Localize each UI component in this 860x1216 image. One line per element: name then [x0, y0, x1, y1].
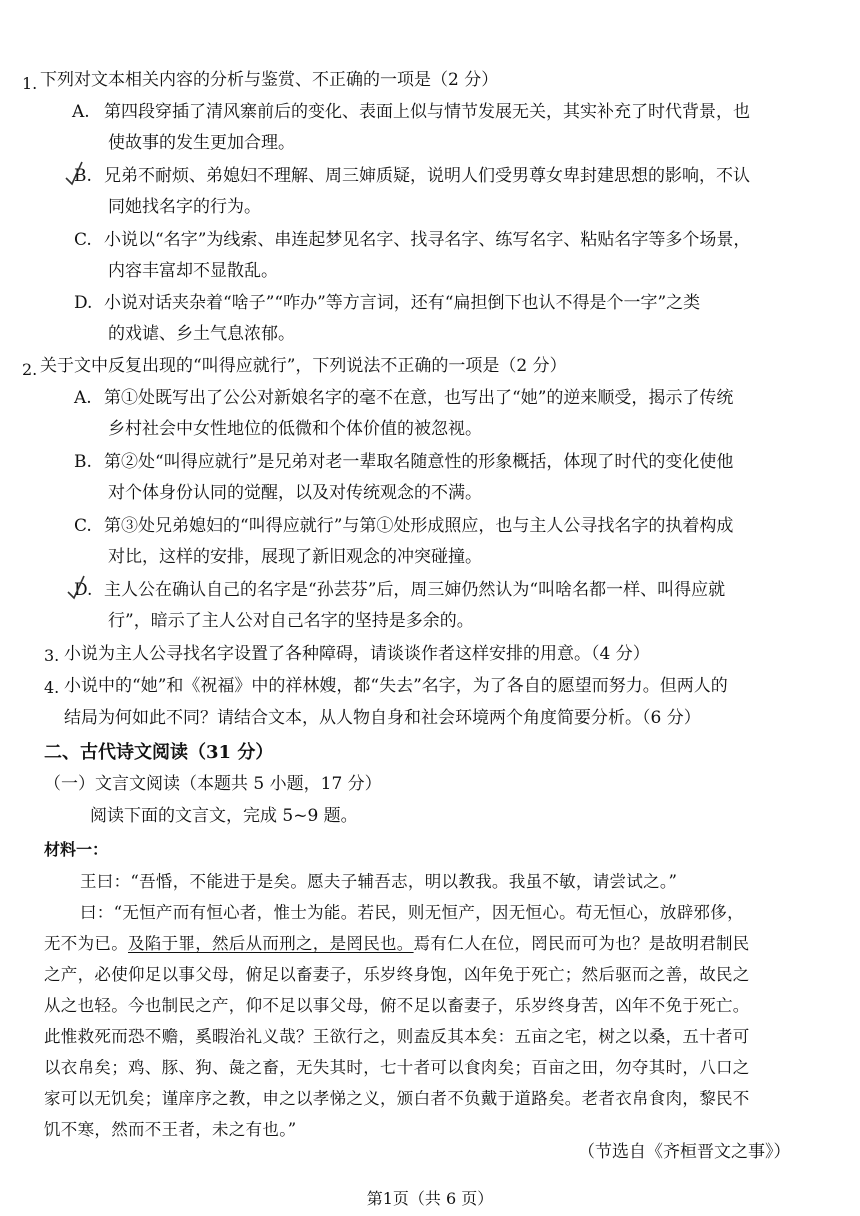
q1-option-a-line2: 使故事的发生更加合理。: [108, 133, 295, 153]
passage-line: 此惟救死而恐不赡，奚暇治礼义哉？王欲行之，则盍反其本矣：五亩之宅，树之以桑，五十者可: [44, 1027, 750, 1046]
q2-option-a-line2: 乡村社会中女性地位的低微和个体价值的被忽视。: [108, 419, 482, 439]
q2-option-b-letter: B.: [74, 452, 92, 472]
page-footer: 第1页（共 6 页）: [366, 1189, 494, 1208]
checkmark-icon: [66, 574, 88, 600]
q3-number: 3.: [44, 646, 60, 665]
q2-number: 2.: [22, 360, 38, 379]
q1-option-c-line2: 内容丰富却不显散乱。: [108, 261, 278, 281]
q2-option-a-line1: 第①处既写出了公公对新娘名字的毫不在意，也写出了“她”的逆来顺受，揭示了传统: [104, 388, 734, 408]
passage-line: 之产，必使仰足以事父母，俯足以畜妻子，乐岁终身饱，凶年免于死亡；然后驱而之善，故民之: [44, 965, 750, 984]
q4-line1: 小说中的“她”和《祝福》中的祥林嫂，都“失去”名字，为了各自的愿望而努力。但两人的: [64, 676, 728, 696]
q1-option-a-line1: 第四段穿插了清风寨前后的变化、表面上似与情节发展无关，其实补充了时代背景，也: [104, 102, 750, 122]
q4-number: 4.: [44, 678, 60, 697]
q2-option-d-line1: 主人公在确认自己的名字是“孙芸芬”后，周三婶仍然认为“叫啥名都一样、叫得应就: [104, 580, 726, 600]
passage-segment: 焉有仁人在位，罔民而可为也？是故明君制民: [413, 934, 750, 953]
q2-option-d-letter: D.: [74, 580, 93, 600]
passage-line: 曰：“无恒产而有恒心者，惟士为能。若民，则无恒产，因无恒心。苟无恒心，放辟邪侈，: [80, 903, 744, 922]
passage-line: 饥不寒，然而不王者，未之有也。”: [44, 1120, 297, 1139]
passage-line: 从之也轻。今也制民之产，仰不足以事父母，俯不足以畜妻子，乐岁终身苦，凶年不免于死亡。: [44, 996, 750, 1015]
q1-option-a-letter: A.: [72, 102, 90, 122]
source-citation: （节选自《齐桓晋文之事》）: [578, 1142, 791, 1162]
q1-option-d-line1: 小说对话夹杂着“啥子”“咋办”等方言词，还有“扁担倒下也认不得是个一字”之类: [104, 293, 701, 313]
passage-line: 家可以无饥矣；谨庠序之教，申之以孝悌之义，颁白者不负戴于道路矣。老者衣帛食肉，黎民不: [44, 1089, 750, 1108]
checkmark-icon: [64, 160, 86, 186]
passage-segment: 无不为已。: [44, 934, 128, 953]
q4-line2: 结局为何如此不同？请结合文本，从人物自身和社会环境两个角度简要分析。（6 分）: [64, 708, 701, 728]
q2-option-c-line2: 对比，这样的安排，展现了新旧观念的冲突碰撞。: [108, 547, 482, 567]
passage-line: [44, 934, 750, 954]
q1-option-b-line1: 兄弟不耐烦、弟媳妇不理解、周三婶质疑，说明人们受男尊女卑封建思想的影响，不认: [104, 166, 750, 186]
underlined-sentence: 及陷于罪，然后从而刑之，是罔民也。: [128, 934, 414, 953]
q1-option-c-line1: 小说以“名字”为线索、串连起梦见名字、找寻名字、练写名字、粘贴名字等多个场景，: [104, 230, 751, 250]
q1-option-d-letter: D.: [74, 293, 93, 313]
q2-option-b-line2: 对个体身份认同的觉醒，以及对传统观念的不满。: [108, 483, 482, 503]
q2-option-c-letter: C.: [74, 516, 92, 536]
q2-option-d-line2: 行”，暗示了主人公对自己名字的坚持是多余的。: [108, 611, 474, 631]
q2-option-c-line1: 第③处兄弟媳妇的“叫得应就行”与第①处形成照应，也与主人公寻找名字的执着构成: [104, 516, 734, 536]
q2-option-b-line1: 第②处“叫得应就行”是兄弟对老一辈取名随意性的形象概括，体现了时代的变化使他: [104, 452, 734, 472]
q1-number: 1.: [22, 74, 38, 93]
section-title: 二、古代诗文阅读（31 分）: [44, 742, 274, 763]
q1-option-c-letter: C.: [74, 230, 92, 250]
passage-line: 以衣帛矣；鸡、豚、狗、彘之畜，无失其时，七十者可以食肉矣；百亩之田，勿夺其时，八口之: [44, 1058, 750, 1077]
material-label: 材料一：: [44, 840, 109, 859]
q1-option-b-letter: B.: [74, 166, 92, 186]
q1-option-d-line2: 的戏谑、乡土气息浓郁。: [108, 324, 295, 344]
reading-instruction: 阅读下面的文言文，完成 5~9 题。: [90, 806, 358, 826]
passage-line: 王曰：“吾惛，不能进于是矣。愿夫子辅吾志，明以教我。我虽不敏，请尝试之。”: [80, 872, 678, 891]
q3-text: 小说为主人公寻找名字设置了各种障碍，请谈谈作者这样安排的用意。（4 分）: [64, 644, 650, 664]
q2-stem: 关于文中反复出现的“叫得应就行”，下列说法不正确的一项是（2 分）: [40, 356, 567, 376]
q1-option-b-line2: 同她找名字的行为。: [108, 197, 261, 217]
q1-stem: 下列对文本相关内容的分析与鉴赏、不正确的一项是（2 分）: [40, 70, 499, 90]
q2-option-a-letter: A.: [74, 388, 92, 408]
subsection-title: （一）文言文阅读（本题共 5 小题，17 分）: [44, 774, 382, 794]
